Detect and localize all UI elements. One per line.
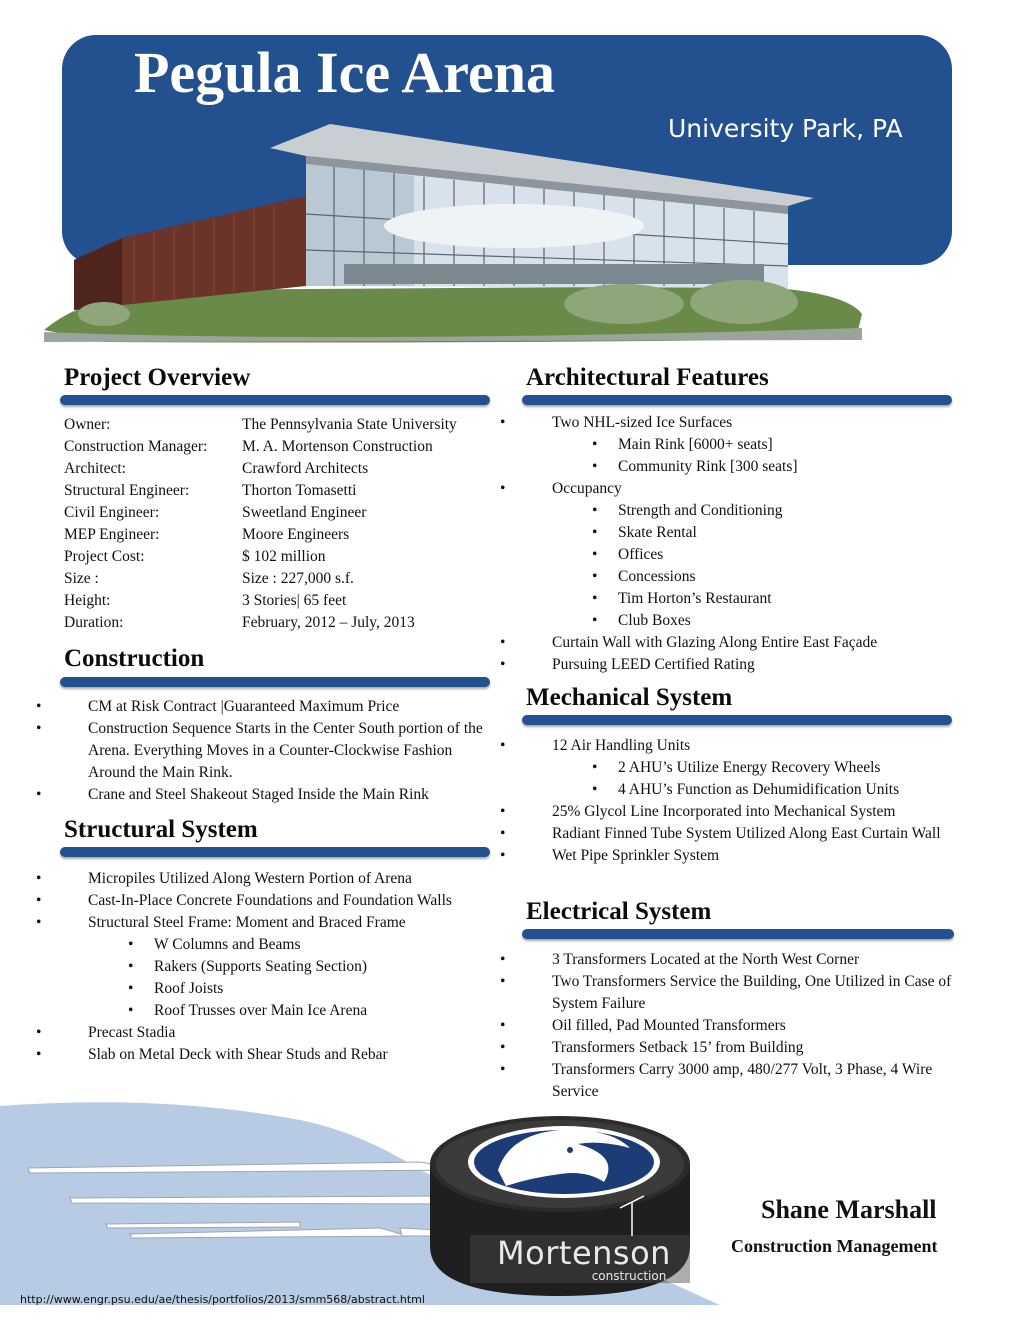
overview-row (64, 590, 457, 612)
list-item: • Club Boxes (526, 610, 956, 632)
construction-heading: Construction (64, 645, 205, 672)
overview-row (64, 414, 457, 436)
overview-value: Thorton Tomasetti (242, 482, 357, 499)
list-item: • Precast Stadia (62, 1022, 487, 1044)
overview-value: Size : 227,000 s.f. (242, 570, 354, 587)
overview-key: Owner: (64, 416, 111, 433)
list-item: • Wet Pipe Sprinkler System (526, 845, 956, 867)
section-divider (60, 395, 490, 405)
mortenson-logo-text: Mortenson (497, 1234, 671, 1272)
mortenson-logo (472, 1236, 696, 1282)
section-divider (522, 715, 952, 725)
overview-value: Crawford Architects (242, 460, 369, 477)
electrical-list (526, 949, 956, 1103)
construction-list (62, 696, 487, 806)
list-item: • Offices (526, 544, 956, 566)
overview-key: Civil Engineer: (64, 504, 160, 521)
section-divider (522, 929, 954, 939)
list-item: • Micropiles Utilized Along Western Portion of Arena (62, 868, 487, 890)
list-item: • Roof Joists (62, 978, 487, 1000)
page-location: University Park, PA (668, 114, 903, 143)
overview-key: Architect: (64, 460, 126, 477)
section-divider (60, 677, 490, 687)
overview-row (64, 436, 457, 458)
list-item: • 2 AHU’s Utilize Energy Recovery Wheels (526, 757, 956, 779)
list-item: • Skate Rental (526, 522, 956, 544)
overview-key: Project Cost: (64, 548, 145, 565)
page-title: Pegula Ice Arena (134, 40, 555, 105)
overview-key: Construction Manager: (64, 438, 208, 455)
overview-value: M. A. Mortenson Construction (242, 438, 433, 455)
project-overview-heading: Project Overview (64, 364, 251, 391)
overview-row (64, 502, 457, 524)
overview-row (64, 458, 457, 480)
overview-value: 3 Stories| 65 feet (242, 592, 347, 609)
list-item: • Slab on Metal Deck with Shear Studs and Rebar (62, 1044, 487, 1066)
list-item: • Construction Sequence Starts in the Center South portion of the Arena. Everything Moves in a Counter-Clockwise Fashion Around the Main Rink. (62, 718, 487, 784)
list-item: • CM at Risk Contract |Guaranteed Maximum Price (62, 696, 487, 718)
list-item: • Tim Horton’s Restaurant (526, 588, 956, 610)
list-item: • Curtain Wall with Glazing Along Entire East Façade (526, 632, 956, 654)
list-item: • Occupancy (526, 478, 956, 500)
list-item: • Community Rink [300 seats] (526, 456, 956, 478)
list-item: • Rakers (Supports Seating Section) (62, 956, 487, 978)
author-name: Shane Marshall (761, 1195, 937, 1224)
list-item: • 3 Transformers Located at the North West Corner (526, 949, 956, 971)
author-department: Construction Management (731, 1236, 938, 1256)
list-item: • Structural Steel Frame: Moment and Braced Frame (62, 912, 487, 934)
overview-value: Sweetland Engineer (242, 504, 367, 521)
mechanical-heading: Mechanical System (526, 684, 733, 711)
list-item: • 25% Glycol Line Incorporated into Mechanical System (526, 801, 956, 823)
list-item: • Cast-In-Place Concrete Foundations and Foundation Walls (62, 890, 487, 912)
list-item: • Concessions (526, 566, 956, 588)
list-item: • Pursuing LEED Certified Rating (526, 654, 956, 676)
list-item: • 4 AHU’s Function as Dehumidification Units (526, 779, 956, 801)
architectural-list (526, 412, 956, 676)
overview-value: Moore Engineers (242, 526, 350, 543)
list-item: • 12 Air Handling Units (526, 735, 956, 757)
list-item: • W Columns and Beams (62, 934, 487, 956)
overview-row (64, 480, 457, 502)
list-item: • Roof Trusses over Main Ice Arena (62, 1000, 487, 1022)
overview-key: Height: (64, 592, 111, 609)
project-overview-table (64, 414, 457, 634)
arena-rendering-image (44, 118, 874, 344)
overview-row (64, 524, 457, 546)
overview-value: $ 102 million (242, 548, 326, 565)
section-divider (522, 395, 952, 405)
list-item: • Transformers Carry 3000 amp, 480/277 Volt, 3 Phase, 4 Wire Service (526, 1059, 956, 1103)
list-item: • Radiant Finned Tube System Utilized Along East Curtain Wall (526, 823, 956, 845)
overview-key: Duration: (64, 614, 124, 631)
mechanical-list (526, 735, 956, 867)
overview-row (64, 568, 457, 590)
list-item: • Two NHL-sized Ice Surfaces (526, 412, 956, 434)
list-item: • Crane and Steel Shakeout Staged Inside the Main Rink (62, 784, 487, 806)
overview-value: The Pennsylvania State University (242, 416, 457, 433)
overview-value: February, 2012 – July, 2013 (242, 614, 415, 631)
list-item: • Oil filled, Pad Mounted Transformers (526, 1015, 956, 1037)
list-item: • Main Rink [6000+ seats] (526, 434, 956, 456)
overview-key: Size : (64, 570, 99, 587)
structural-list (62, 868, 487, 1066)
overview-row (64, 612, 457, 634)
list-item: • Strength and Conditioning (526, 500, 956, 522)
overview-row (64, 546, 457, 568)
structural-heading: Structural System (64, 816, 258, 843)
section-divider (60, 847, 490, 857)
electrical-heading: Electrical System (526, 898, 712, 925)
overview-key: Structural Engineer: (64, 482, 190, 499)
mortenson-logo-subtext: construction (591, 1269, 667, 1283)
list-item: • Transformers Setback 15’ from Building (526, 1037, 956, 1059)
list-item: • Two Transformers Service the Building, One Utilized in Case of System Failure (526, 971, 956, 1015)
overview-key: MEP Engineer: (64, 526, 160, 543)
footer-url-link[interactable]: http://www.engr.psu.edu/ae/thesis/portfolios/2013/smm568/abstract.html (20, 1293, 425, 1306)
architectural-heading: Architectural Features (526, 364, 769, 391)
